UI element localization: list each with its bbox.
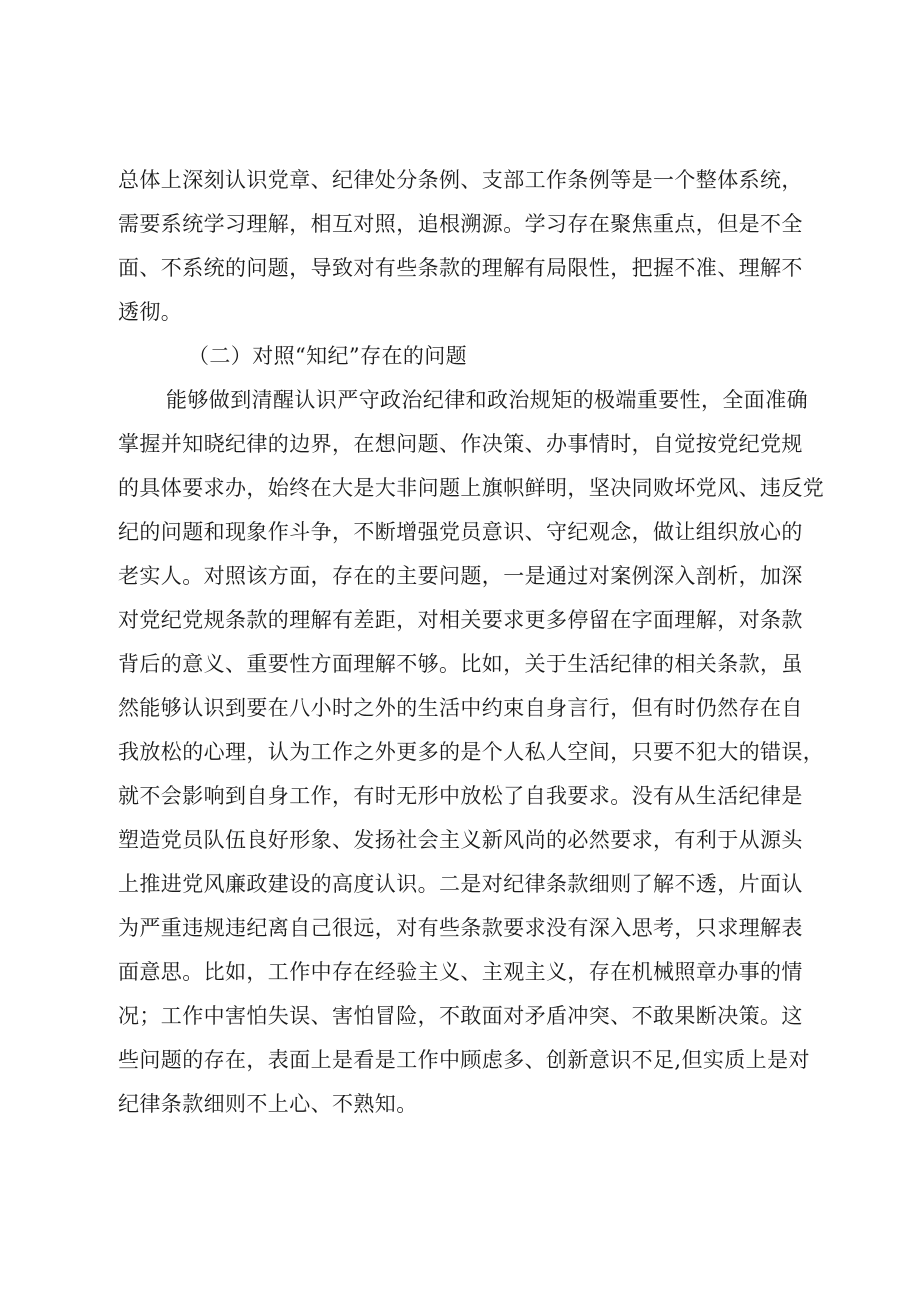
- text-line: 纪的问题和现象作斗争，不断增强党员意识、守纪观念，做让组织放心的: [118, 520, 803, 544]
- text-line: 透彻。: [118, 300, 183, 324]
- text-line: 对党纪党规条款的理解有差距，对相关要求更多停留在字面理解，对条款: [118, 608, 803, 632]
- section-heading: （二）对照“知纪”存在的问题: [188, 344, 468, 368]
- text-line: 总体上深刻认识党章、纪律处分条例、支部工作条例等是一个整体系统，: [118, 168, 803, 192]
- text-line: 的具体要求办，始终在大是大非问题上旗帜鲜明，坚决同败坏党风、违反党: [118, 476, 825, 500]
- text-line: 况；工作中害怕失误、害怕冒险，不敢面对矛盾冲突、不敢果断决策。这: [118, 1004, 803, 1028]
- text-line: 纪律条款细则不上心、不熟知。: [118, 1092, 418, 1116]
- text-line: 需要系统学习理解，相互对照，追根溯源。学习存在聚焦重点，但是不全: [118, 212, 803, 236]
- text-line: 塑造党员队伍良好形象、发扬社会主义新风尚的必然要求，有利于从源头: [118, 828, 803, 852]
- text-line: 为严重违规违纪离自己很远，对有些条款要求没有深入思考，只求理解表: [118, 916, 803, 940]
- text-line: 老实人。对照该方面，存在的主要问题，一是通过对案例深入剖析，加深: [118, 564, 803, 588]
- text-line: 然能够认识到要在八小时之外的生活中约束自身言行，但有时仍然存在自: [118, 696, 803, 720]
- text-line: 上推进党风廉政建设的高度认识。二是对纪律条款细则了解不透，片面认: [118, 872, 803, 896]
- text-line: 面意思。比如，工作中存在经验主义、主观主义，存在机械照章办事的情: [118, 960, 803, 984]
- text-line: 我放松的心理，认为工作之外更多的是个人私人空间，只要不犯大的错误，: [118, 740, 825, 764]
- text-line: 就不会影响到自身工作，有时无形中放松了自我要求。没有从生活纪律是: [118, 784, 803, 808]
- text-line: 背后的意义、重要性方面理解不够。比如，关于生活纪律的相关条款，虽: [118, 652, 803, 676]
- text-line: 能够做到清醒认识严守政治纪律和政治规矩的极端重要性，全面准确: [166, 388, 808, 412]
- text-line: 面、不系统的问题，导致对有些条款的理解有局限性，把握不准、理解不: [118, 256, 803, 280]
- text-line: 些问题的存在，表面上是看是工作中顾虑多、创新意识不足,但实质上是对: [118, 1048, 810, 1072]
- text-line: 掌握并知晓纪律的边界，在想问题、作决策、办事情时，自觉按党纪党规: [118, 432, 803, 456]
